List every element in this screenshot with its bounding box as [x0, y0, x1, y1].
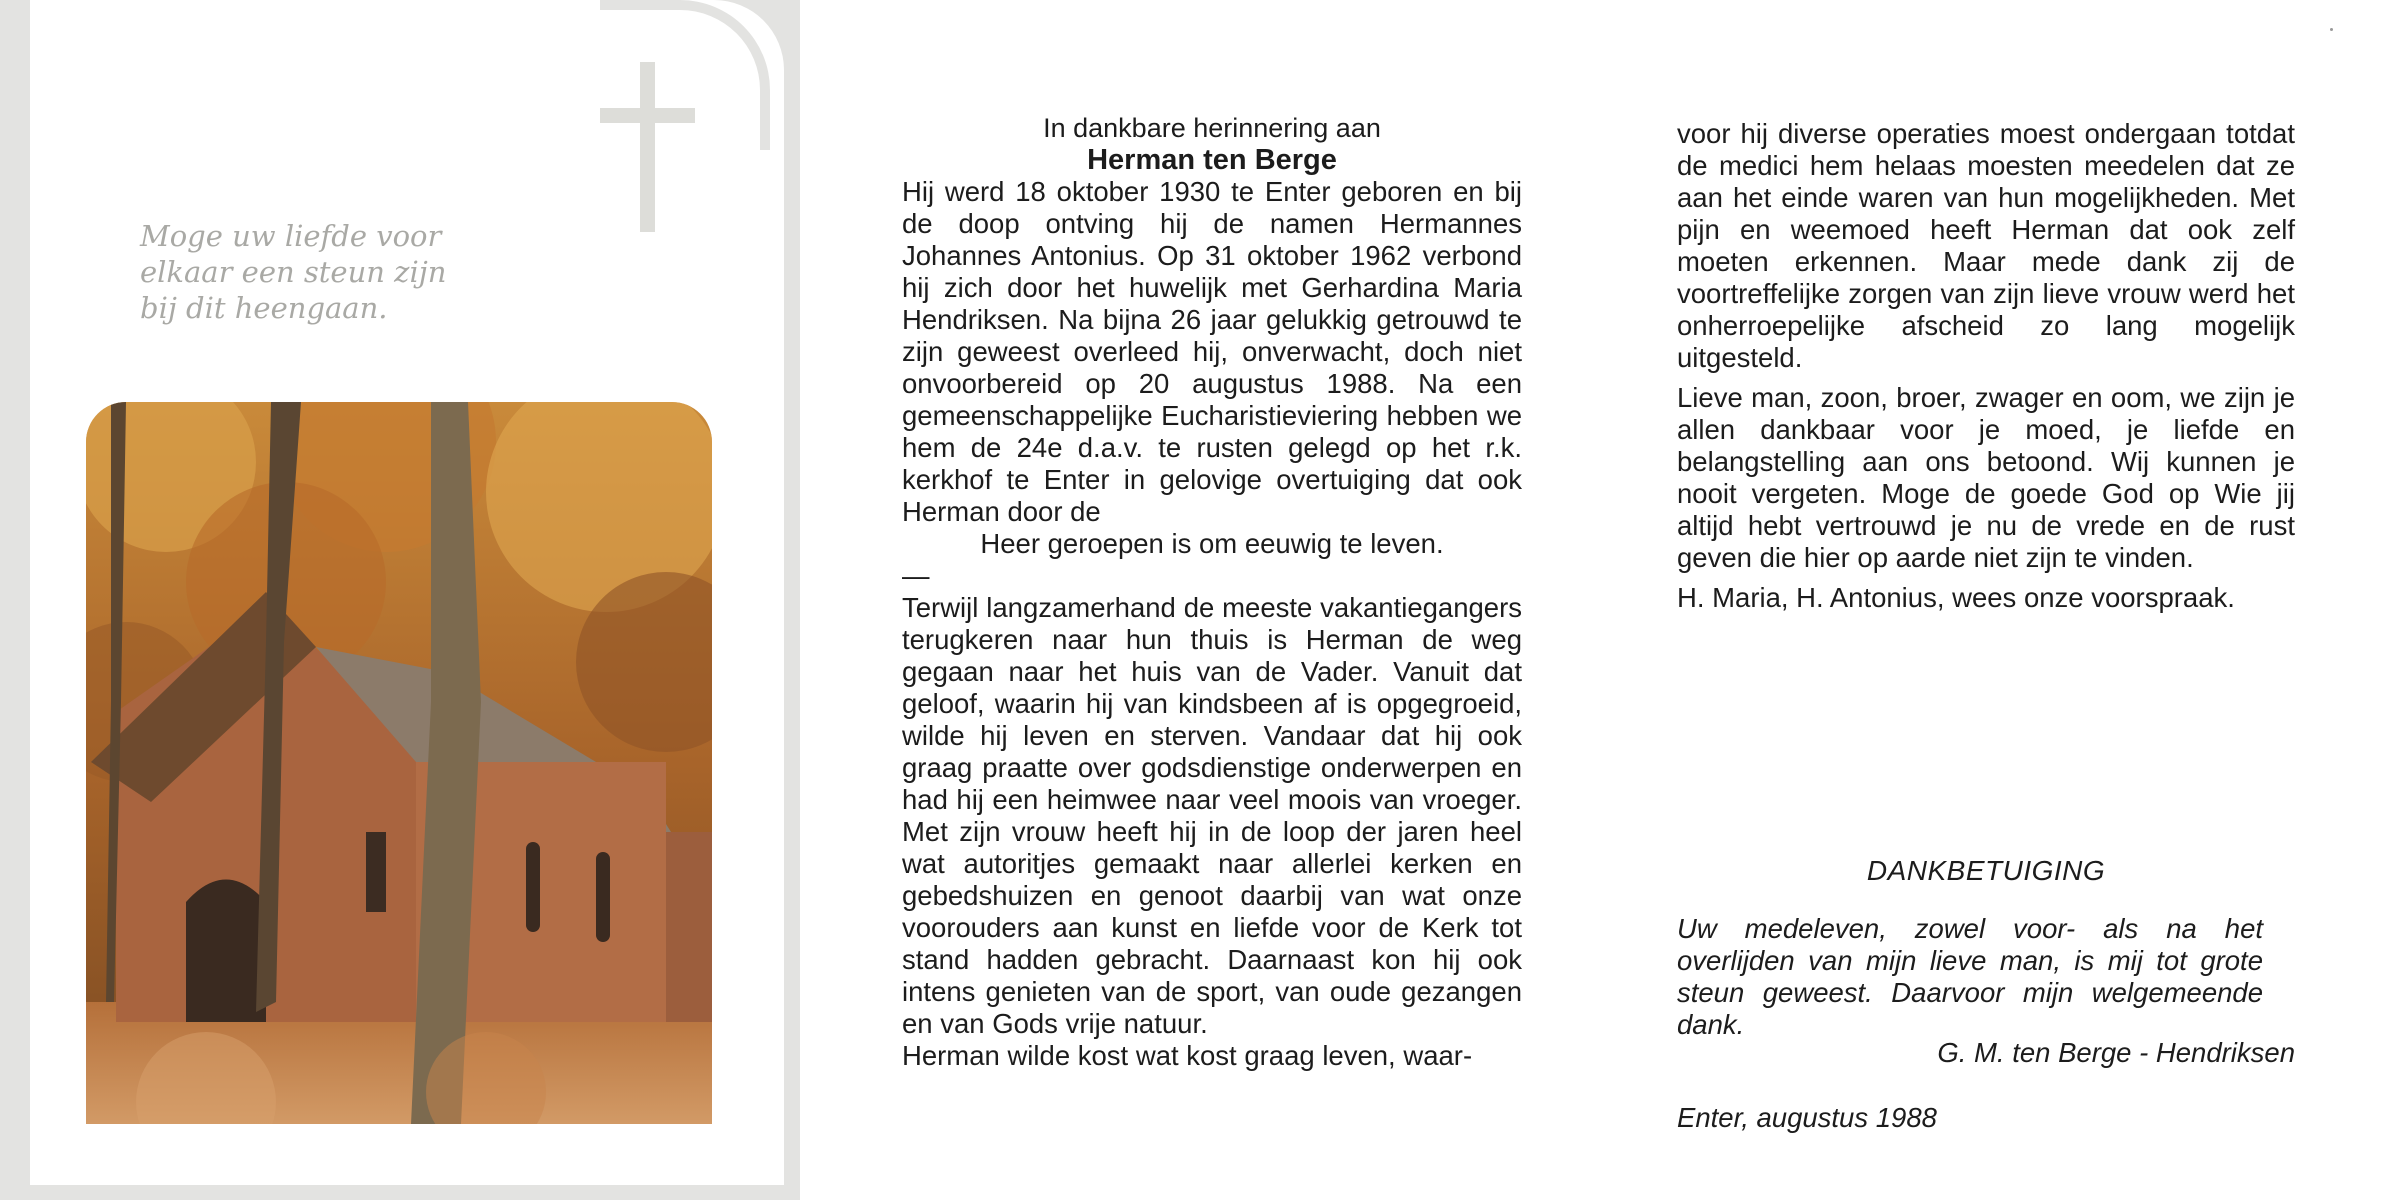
- cross-icon-bar: [600, 108, 695, 123]
- farewell-paragraph: Lieve man, zoon, broer, zwager en oom, we zijn je allen dankbaar voor je moed, je liefde en belangstelling aan ons betoond. Wij kunnen je nooit vergeten. Moge de goede God op Wie jij altijd hebt vertrouwd je nu de vrede en de rust geven die hier op aarde niet zijn te vinden.: [1677, 382, 2295, 573]
- prayer-line: H. Maria, H. Antonius, wees onze voorspraak.: [1677, 582, 2235, 613]
- place-and-date: Enter, augustus 1988: [1677, 1102, 1937, 1133]
- life-paragraph-continued: Herman wilde kost wat kost graag leven, waar-: [902, 1040, 1473, 1071]
- biography-closing-line: Heer geroepen is om eeuwig te leven.: [980, 528, 1444, 559]
- cross-icon: [640, 62, 655, 232]
- right-text-column: [1677, 118, 2295, 614]
- acknowledgement-signature: G. M. ten Berge - Hendriksen: [1937, 1037, 2295, 1068]
- card-front-panel: [0, 0, 800, 1200]
- deceased-name: Herman ten Berge: [1087, 144, 1337, 176]
- acknowledgement-title: DANKBETUIGING: [1866, 855, 2106, 886]
- chapel-photo: [86, 402, 712, 1124]
- paper-speck: [2330, 28, 2333, 31]
- biography-paragraph: Hij werd 18 oktober 1930 te Enter geboren en bij de doop ontving hij de namen Hermannes Johannes Antonius. Op 31 oktober 1962 verbond hij zich door het huwelijk met Gerhardina Maria Hendriksen. Na bijna 26 jaar gelukkig getrouwd te zijn geweest overleed hij, onverwacht, doch niet onvoorbereid op 20 augustus 1988. Na een gemeenschappelijke Eucharistieviering hebben we hem de 24e d.a.v. te rusten gelegd op het r.k. kerkhof te Enter in gelovige overtuiging dat ook Herman door de: [902, 176, 1522, 527]
- illness-paragraph: voor hij diverse operaties moest ondergaan totdat de medici hem helaas moesten meedelen dat ze aan het einde waren van hun mogelijkheden. Met pijn en weemoed heeft Herman dat ook zelf moeten erkennen. Maar mede dank zij de voortreffelijke zorgen van zijn lieve vrouw werd het onherroepelijke afscheid zo lang mogelijk uitgesteld.: [1677, 118, 2295, 373]
- verse-text: Moge uw liefde voor elkaar een steun zijn bij dit heengaan.: [140, 219, 447, 325]
- memorial-heading: In dankbare herinnering aan: [1043, 113, 1381, 143]
- section-separator: —: [902, 560, 930, 591]
- main-text-column: [902, 112, 1522, 1072]
- acknowledgement-text: Uw medeleven, zowel voor- als na het overlijden van mijn lieve man, is mij tot grote steun geweest. Daarvoor mijn welgemeende dank.: [1677, 913, 2263, 1040]
- life-paragraph: Terwijl langzamerhand de meeste vakantiegangers terugkeren naar hun thuis is Herman de weg gegaan naar het huis van de Vader. Vanuit dat geloof, waarin hij van kindsbeen af is opgegroeid, wilde hij leven en sterven. Vandaar dat hij ook graag praatte over godsdienstige onderwerpen en had hij een heimwee naar veel moois van vroeger. Met zijn vrouw heeft hij in de loop der jaren heel wat autoritjes gemaakt naar allerlei kerken en gebedshuizen en genoot daarbij van wat onze voorouders aan kunst en liefde voor de Kerk tot stand hadden gebracht. Daarnaast kon hij ook intens genieten van de sport, van oude gezangen en van Gods vrije natuur.: [902, 592, 1522, 1039]
